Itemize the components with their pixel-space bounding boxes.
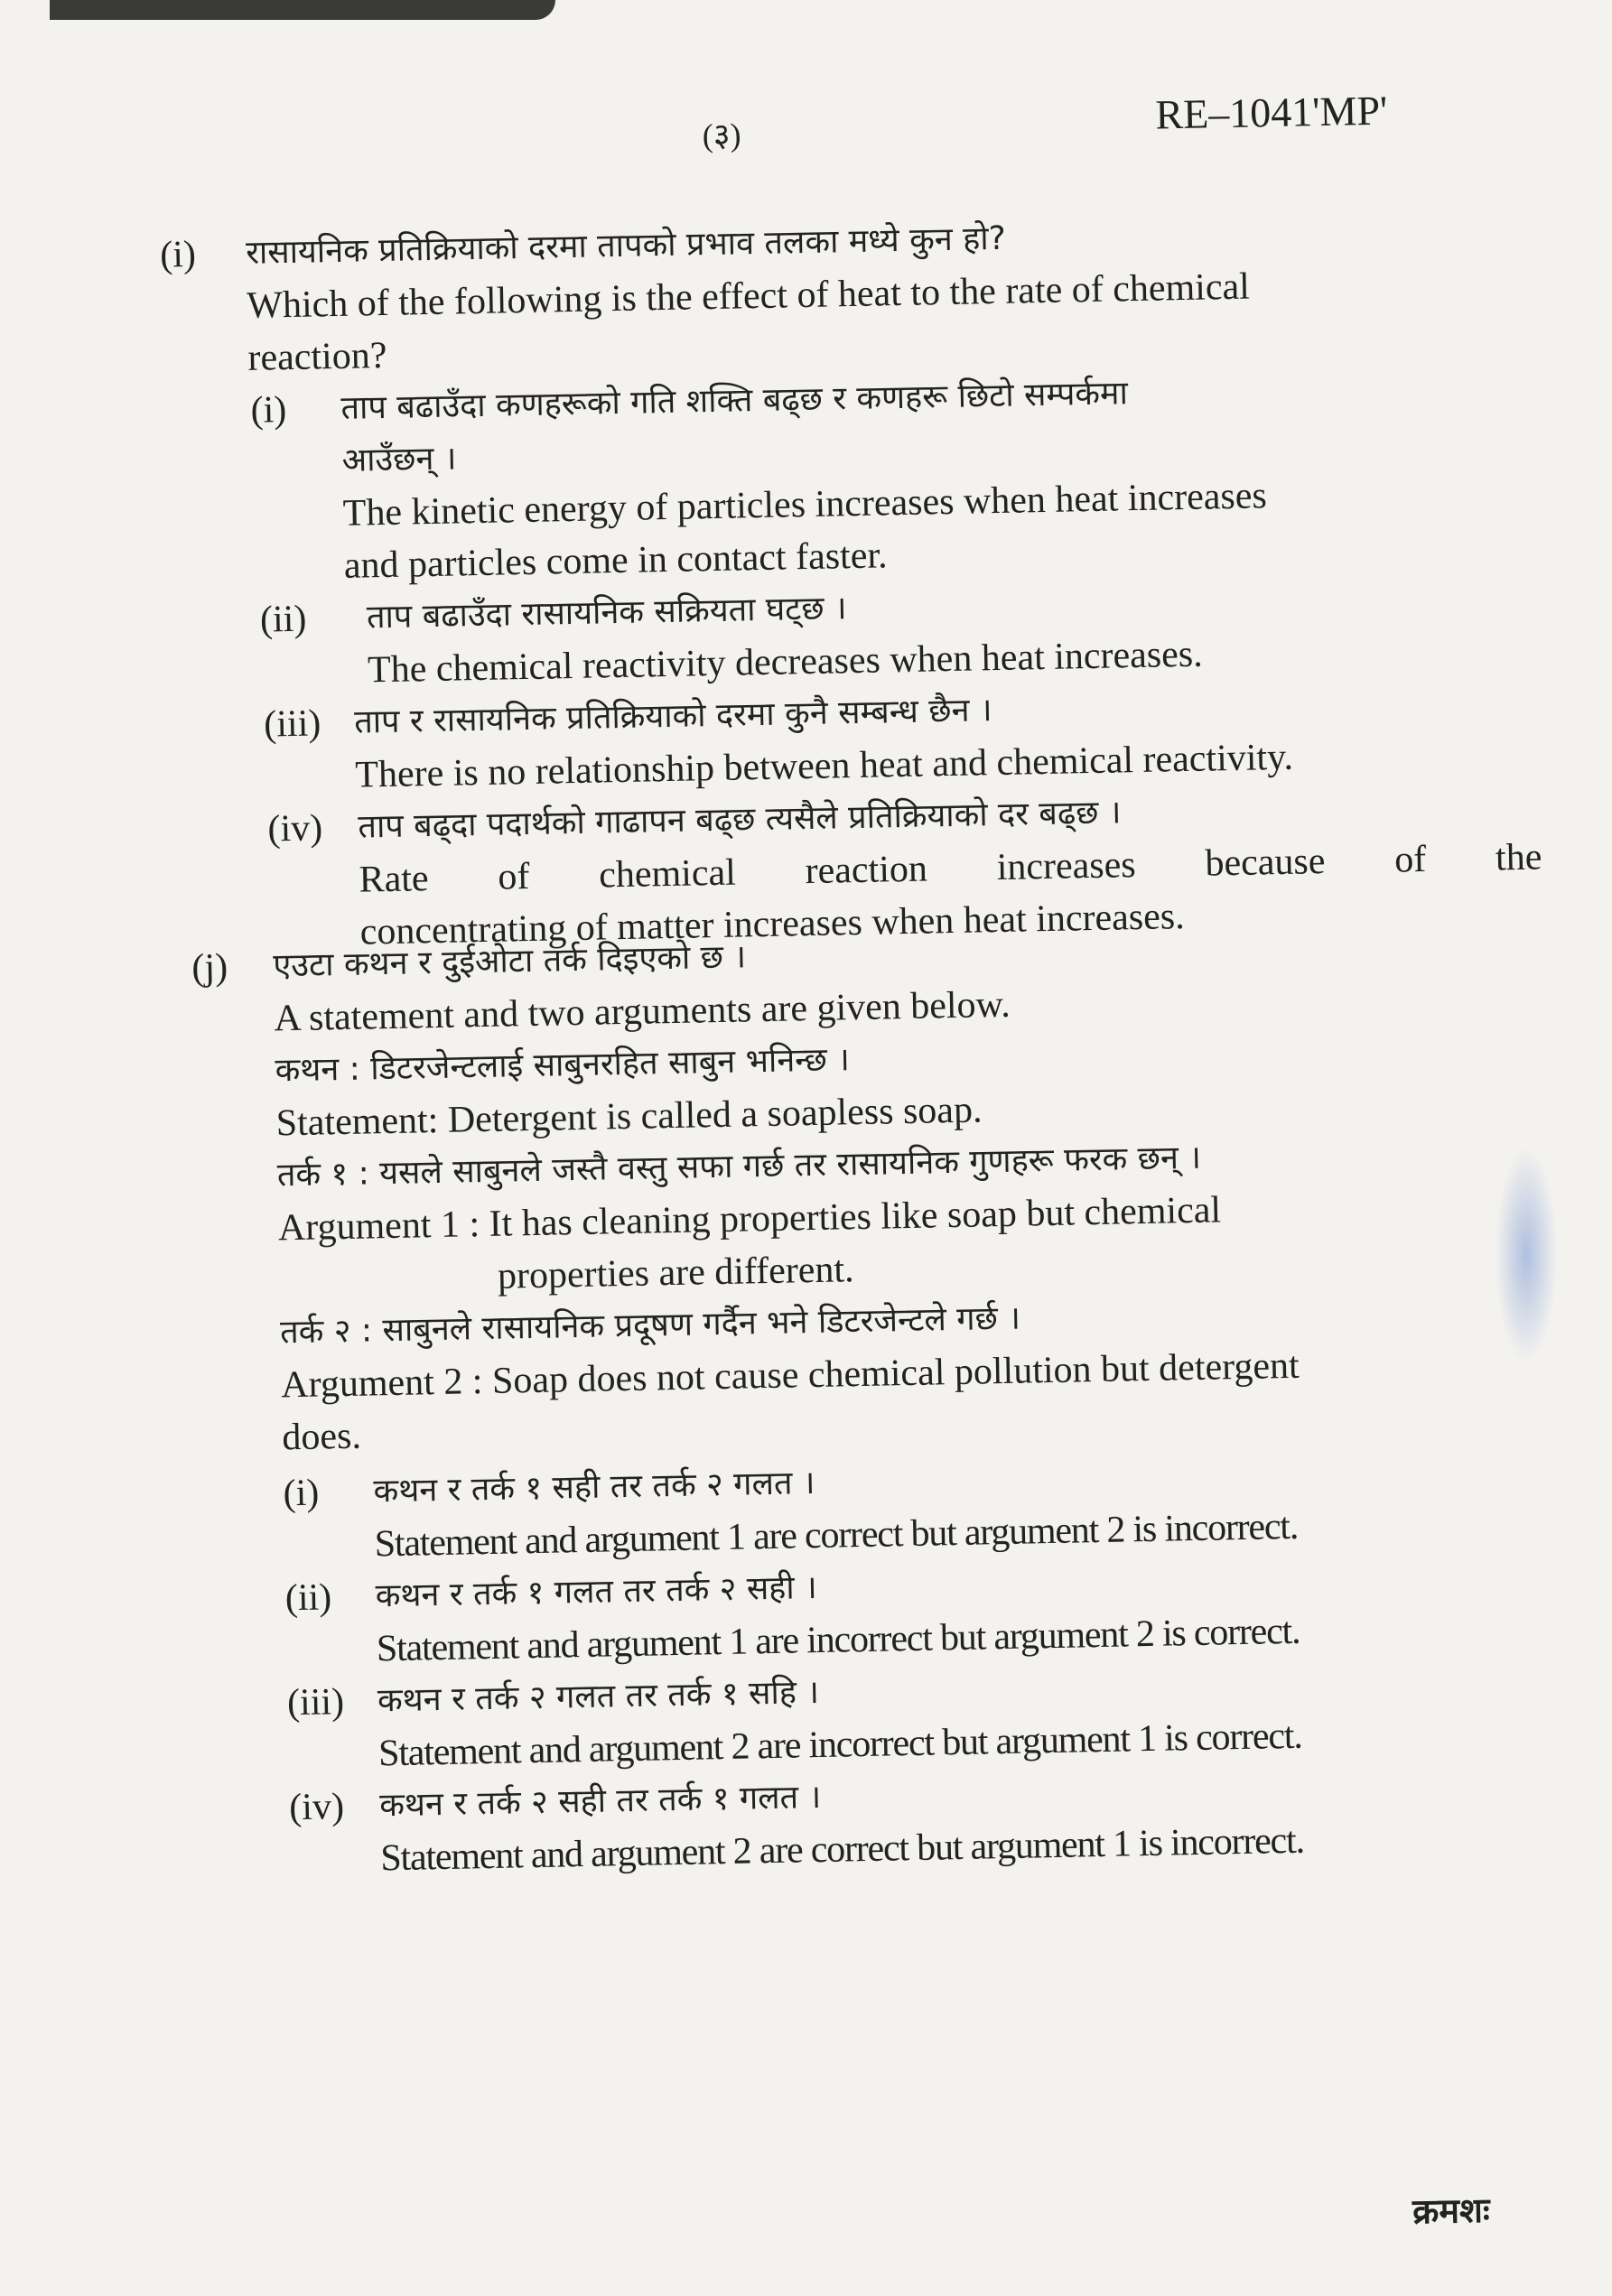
option-label: (ii) [259,598,307,641]
option-text-english: Statement and argument 2 are incorrect but argument 1 is correct. [377,1715,1302,1775]
option-text-nepali: ताप बढाउँदा कणहरूको गति शक्ति बढ्छ र कणहरू छिटो सम्पर्कमा [340,375,1129,427]
question-stem-english-cont: reaction? [247,334,387,379]
option-label: (ii) [284,1576,332,1620]
argument-1-nepali: तर्क १ : यसले साबुनले जस्तै वस्तु सफा गर्छ तर रासायनिक गुणहरू फरक छन् । [276,1139,1202,1194]
page-number: (३) [702,116,741,154]
argument-1-english-cont: properties are different. [497,1249,854,1297]
option-text-nepali: ताप बढाउँदा रासायनिक सक्रियता घट्छ । [366,590,847,637]
question-stem-nepali: रासायनिक प्रतिक्रियाको दरमा तापको प्रभाव तलका मध्ये कुन हो? [245,219,1007,272]
question-body [245,205,1542,961]
question-j [191,917,1492,1880]
statement-nepali: कथन : डिटरजेन्टलाई साबुनरहित साबुन भनिन्छ । [275,1041,851,1090]
exam-code: RE–1041'MP' [1154,87,1388,138]
option-text-nepali: कथन र तर्क २ सही तर तर्क १ गलत । [378,1778,822,1825]
option-label: (iv) [267,807,323,851]
option-text-english: The kinetic energy of particles increases when heat increases [342,475,1268,534]
option-text-nepali: ताप बढ्दा पदार्थको गाढापन बढ्छ त्यसैले प्रतिक्रियाको दर बढ्छ । [358,794,1122,846]
argument-2-english: Argument 2 : Soap does not cause chemical pollution but detergent [280,1344,1300,1407]
option-text-nepali: कथन र तर्क २ गलत तर तर्क १ सहि । [377,1673,820,1720]
option-label: (i) [250,389,287,432]
option-text-english: Statement and argument 1 are correct but argument 2 is incorrect. [374,1505,1299,1566]
question-label: (i) [159,233,197,276]
intro-english: A statement and two arguments are given below. [274,983,1011,1040]
option-label: (i) [283,1472,320,1515]
option-text-english-cont: concentrating of matter increases when heat increases. [359,896,1186,953]
option-text-english: Statement and argument 2 are correct but argument 1 is incorrect. [379,1819,1305,1880]
option-text-english: There is no relationship between heat and chemical reactivity. [354,736,1294,796]
argument-2-nepali: तर्क २ : साबुनले रासायनिक प्रदूषण गर्दैन भने डिटरजेन्टले गर्छ । [279,1299,1021,1352]
continued-label: क्रमशः [1412,2189,1490,2232]
option-iv [289,1759,1483,1886]
option-label: (iii) [263,702,321,746]
option-label: (iii) [286,1681,345,1724]
intro-nepali: एउटा कथन र दुईओटा तर्क दिइएको छ । [272,938,747,985]
option-text-nepali: ताप र रासायनिक प्रतिक्रियाको दरमा कुनै सम्बन्ध छैन । [353,692,992,741]
question-body [273,917,1483,1886]
option-i [250,362,1444,594]
argument-2-english-cont: does. [281,1415,362,1459]
statement-english: Statement: Detergent is called a soapless soap. [275,1089,983,1145]
option-text-english: Statement and argument 1 are incorrect but argument 2 is correct. [376,1610,1300,1670]
question-i [159,204,1542,953]
question-stem-english: Which of the following is the effect of heat to the rate of chemical [246,265,1251,327]
option-text-nepali: कथन र तर्क १ गलत तर तर्क २ सही । [375,1569,818,1615]
option-text-nepali-cont: आउँछन् । [341,440,457,479]
option-text-english-cont: and particles come in contact faster. [343,534,888,587]
argument-1-english: Argument 1 : It has cleaning properties like soap but chemical [277,1189,1222,1250]
option-label: (iv) [288,1786,345,1829]
option-text-nepali: कथन र तर्क १ सही तर तर्क २ गलत । [373,1464,815,1511]
option-text-english: The chemical reactivity decreases when heat increases. [367,633,1204,692]
question-label: (j) [191,946,228,990]
option-text-english: Rate of chemical reaction increases because of the [359,836,1542,901]
